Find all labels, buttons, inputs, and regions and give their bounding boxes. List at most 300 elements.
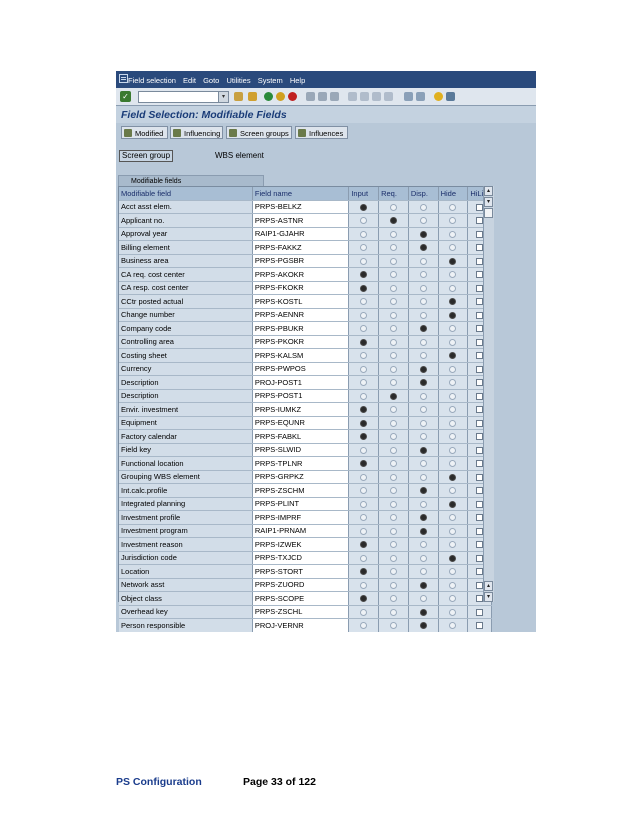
radio-cell [349,578,379,592]
radio-disp[interactable] [420,258,427,265]
radio-cell [349,376,379,390]
radio-hide[interactable] [449,393,456,400]
radio-cell [349,268,379,282]
radio-req[interactable] [390,555,397,562]
radio-disp[interactable] [420,298,427,305]
radio-cell [408,457,438,471]
radio-cell [408,214,438,228]
field-name-cell: PROJ-POST1 [252,376,348,390]
radio-hide[interactable] [449,420,456,427]
field-name-cell: PRPS-EQUNR [252,416,348,430]
radio-input[interactable] [360,339,367,346]
radio-input[interactable] [360,204,367,211]
radio-input[interactable] [360,474,367,481]
radio-hide[interactable] [449,447,456,454]
radio-cell [408,335,438,349]
radio-input[interactable] [360,406,367,413]
hili-checkbox[interactable] [476,609,483,616]
radio-req[interactable] [390,582,397,589]
radio-cell [379,281,409,295]
find-next-icon[interactable] [330,92,339,101]
radio-req[interactable] [390,379,397,386]
menu-bar [116,71,536,88]
radio-req[interactable] [390,622,397,629]
radio-req[interactable] [390,595,397,602]
radio-input[interactable] [360,298,367,305]
table-row [119,592,492,606]
radio-disp[interactable] [420,271,427,278]
radio-cell [349,457,379,471]
cancel-icon[interactable] [288,92,297,101]
radio-disp[interactable] [420,379,427,386]
radio-cell [349,430,379,444]
help-icon[interactable] [434,92,443,101]
last-page-icon[interactable] [384,92,393,101]
radio-cell [408,322,438,336]
scroll-down-icon[interactable]: ▴ [484,581,493,591]
table-row [119,605,492,619]
radio-cell [438,484,468,498]
next-page-icon[interactable] [372,92,381,101]
influences-icon [298,129,306,137]
back-nav-icon[interactable] [234,92,243,101]
page-title: Field Selection: Modifiable Fields [121,109,287,121]
radio-hide[interactable] [449,325,456,332]
radio-hide[interactable] [449,433,456,440]
radio-hide[interactable] [449,555,456,562]
radio-disp[interactable] [420,339,427,346]
table-row [119,362,492,376]
radio-cell [438,268,468,282]
radio-input[interactable] [360,352,367,359]
radio-input[interactable] [360,582,367,589]
radio-hide[interactable] [449,217,456,224]
radio-disp[interactable] [420,528,427,535]
radio-req[interactable] [390,204,397,211]
radio-input[interactable] [360,555,367,562]
radio-disp[interactable] [420,501,427,508]
field-name-cell: PRPS-PLINT [252,497,348,511]
radio-cell [379,295,409,309]
menu-field-selection[interactable]: Field selection [128,76,176,85]
back-icon[interactable] [264,92,273,101]
title-bar [116,106,536,123]
modifiable-field-cell: Description [119,376,252,390]
radio-req[interactable] [390,609,397,616]
print-icon[interactable] [306,92,315,101]
radio-cell [438,457,468,471]
col-header[interactable]: Modifiable field [119,187,252,200]
radio-disp[interactable] [420,366,427,373]
modifiable-field-cell: Acct asst elem. [119,200,252,214]
table-row [119,457,492,471]
radio-disp[interactable] [420,312,427,319]
radio-req[interactable] [390,568,397,575]
col-header[interactable]: Field name [252,187,348,200]
menu-system[interactable]: System [257,76,283,85]
radio-hide[interactable] [449,609,456,616]
radio-cell [349,281,379,295]
layout-menu-icon[interactable] [446,92,455,101]
radio-hide[interactable] [449,352,456,359]
radio-cell [438,227,468,241]
modifiable-field-cell: Business area [119,254,252,268]
col-header[interactable]: Input [349,187,379,200]
shortcut-icon[interactable] [416,92,425,101]
radio-req[interactable] [390,420,397,427]
radio-req[interactable] [390,271,397,278]
table-row [119,511,492,525]
radio-cell [438,308,468,322]
modifiable-field-cell: CA resp. cost center [119,281,252,295]
radio-cell [438,376,468,390]
menu-help[interactable]: Help [289,76,306,85]
radio-hide[interactable] [449,501,456,508]
radio-cell [408,281,438,295]
radio-cell [379,362,409,376]
radio-cell [438,254,468,268]
radio-hide[interactable] [449,298,456,305]
table-row [119,389,492,403]
radio-input[interactable] [360,622,367,629]
field-name-cell: PRPS-TXJCD [252,551,348,565]
radio-disp[interactable] [420,352,427,359]
radio-disp[interactable] [420,474,427,481]
radio-cell [408,443,438,457]
radio-hide[interactable] [449,622,456,629]
radio-cell [408,362,438,376]
radio-input[interactable] [360,285,367,292]
table-row [119,551,492,565]
radio-cell [408,470,438,484]
radio-disp[interactable] [420,244,427,251]
modifiable-fields-table [118,186,493,630]
radio-cell [349,241,379,255]
radio-cell [408,497,438,511]
radio-cell [408,376,438,390]
radio-req[interactable] [390,312,397,319]
radio-cell [349,565,379,579]
radio-cell [349,551,379,565]
radio-input[interactable] [360,244,367,251]
influences-button[interactable]: Influences [295,126,348,139]
radio-hide[interactable] [449,460,456,467]
field-name-cell: PRPS-PBUKR [252,322,348,336]
hili-checkbox[interactable] [476,622,483,629]
radio-cell [438,281,468,295]
table-row [119,484,492,498]
radio-cell [349,214,379,228]
radio-hide[interactable] [449,258,456,265]
influencing-button[interactable]: Influencing [170,126,223,139]
table-row [119,430,492,444]
radio-hide[interactable] [449,312,456,319]
scroll-top-icon[interactable]: ▴ [484,186,493,196]
radio-req[interactable] [390,474,397,481]
radio-cell [379,403,409,417]
field-name-cell: PRPS-KOSTL [252,295,348,309]
radio-hide[interactable] [449,474,456,481]
radio-hide[interactable] [449,339,456,346]
save-icon[interactable] [248,92,257,101]
radio-input[interactable] [360,541,367,548]
modifiable-field-cell: CA req. cost center [119,268,252,282]
radio-cell [408,268,438,282]
radio-cell [408,578,438,592]
vertical-scrollbar[interactable] [483,186,494,602]
radio-cell [408,308,438,322]
radio-cell [408,349,438,363]
radio-input[interactable] [360,271,367,278]
radio-hide[interactable] [449,285,456,292]
table-row [119,538,492,552]
menu-items [128,76,310,85]
table-row [119,335,492,349]
radio-cell [408,605,438,619]
radio-input[interactable] [360,258,367,265]
radio-disp[interactable] [420,555,427,562]
radio-cell [438,524,468,538]
radio-cell [408,538,438,552]
radio-cell [408,403,438,417]
footer-doc-title: PS Configuration [116,776,202,788]
radio-cell [438,200,468,214]
radio-input[interactable] [360,217,367,224]
radio-req[interactable] [390,433,397,440]
radio-hide[interactable] [449,528,456,535]
radio-input[interactable] [360,231,367,238]
modifiable-field-cell: Factory calendar [119,430,252,444]
radio-input[interactable] [360,379,367,386]
radio-cell [349,511,379,525]
radio-hide[interactable] [449,204,456,211]
radio-req[interactable] [390,352,397,359]
screen-groups-button[interactable]: Screen groups [226,126,292,139]
radio-disp[interactable] [420,285,427,292]
radio-disp[interactable] [420,325,427,332]
radio-cell [349,227,379,241]
modified-button[interactable]: Modified [121,126,168,139]
exit-icon[interactable] [276,92,285,101]
col-header[interactable]: Req. [379,187,409,200]
radio-hide[interactable] [449,582,456,589]
radio-cell [379,578,409,592]
radio-req[interactable] [390,514,397,521]
command-history-icon[interactable]: ▾ [218,91,229,103]
table-body [119,200,492,632]
radio-input[interactable] [360,501,367,508]
radio-req[interactable] [390,258,397,265]
screen-group-value: WBS element [215,151,264,160]
col-header[interactable]: Hide [438,187,468,200]
radio-input[interactable] [360,420,367,427]
radio-input[interactable] [360,447,367,454]
radio-hide[interactable] [449,244,456,251]
radio-input[interactable] [360,514,367,521]
previous-page-icon[interactable] [360,92,369,101]
table-row [119,295,492,309]
radio-disp[interactable] [420,609,427,616]
radio-input[interactable] [360,393,367,400]
radio-hide[interactable] [449,406,456,413]
radio-req[interactable] [390,501,397,508]
field-name-cell: PRPS-ZUORD [252,578,348,592]
radio-cell [379,592,409,606]
radio-cell [438,295,468,309]
radio-cell [379,308,409,322]
radio-disp[interactable] [420,595,427,602]
radio-req[interactable] [390,393,397,400]
radio-req[interactable] [390,339,397,346]
radio-hide[interactable] [449,487,456,494]
radio-disp[interactable] [420,582,427,589]
radio-cell [349,416,379,430]
radio-req[interactable] [390,447,397,454]
window-menu-icon[interactable] [119,74,128,83]
radio-hide[interactable] [449,514,456,521]
radio-cell [438,443,468,457]
radio-req[interactable] [390,406,397,413]
radio-input[interactable] [360,595,367,602]
field-name-cell: PRPS-PKOKR [252,335,348,349]
radio-cell [438,322,468,336]
radio-req[interactable] [390,325,397,332]
radio-cell [349,619,379,633]
table-row [119,497,492,511]
radio-cell [379,335,409,349]
radio-disp[interactable] [420,420,427,427]
col-header[interactable]: Disp. [408,187,438,200]
radio-hide[interactable] [449,231,456,238]
radio-cell [408,551,438,565]
enter-check-icon[interactable]: ✓ [120,91,131,102]
field-name-cell: PROJ-VERNR [252,619,348,633]
table-row [119,254,492,268]
radio-req[interactable] [390,366,397,373]
scroll-bottom-icon[interactable]: ▾ [484,592,493,602]
modifiable-field-cell: Integrated planning [119,497,252,511]
table-row [119,200,492,214]
radio-cell [349,349,379,363]
radio-req[interactable] [390,487,397,494]
field-name-cell: PRPS-TPLNR [252,457,348,471]
radio-disp[interactable] [420,204,427,211]
radio-req[interactable] [390,298,397,305]
radio-req[interactable] [390,528,397,535]
radio-input[interactable] [360,312,367,319]
radio-cell [438,538,468,552]
modifiable-field-cell: Person responsible [119,619,252,633]
radio-disp[interactable] [420,541,427,548]
radio-disp[interactable] [420,447,427,454]
radio-hide[interactable] [449,595,456,602]
radio-cell [408,416,438,430]
radio-cell [379,497,409,511]
radio-cell [438,592,468,606]
screen-group-label[interactable]: Screen group [119,150,173,162]
radio-input[interactable] [360,487,367,494]
field-name-cell: PRPS-ZSCHM [252,484,348,498]
radio-req[interactable] [390,541,397,548]
radio-disp[interactable] [420,622,427,629]
radio-disp[interactable] [420,487,427,494]
find-icon[interactable] [318,92,327,101]
radio-cell [438,335,468,349]
first-page-icon[interactable] [348,92,357,101]
radio-disp[interactable] [420,231,427,238]
radio-input[interactable] [360,528,367,535]
radio-hide[interactable] [449,271,456,278]
radio-disp[interactable] [420,393,427,400]
modifiable-field-cell: Envir. investment [119,403,252,417]
radio-cell [408,241,438,255]
radio-cell [438,241,468,255]
menu-edit[interactable]: Edit [183,76,196,85]
command-field[interactable] [138,91,228,103]
table-header [119,187,492,200]
radio-cell [408,619,438,633]
menu-goto[interactable]: Goto [203,76,220,85]
radio-input[interactable] [360,460,367,467]
menu-utilities[interactable]: Utilities [226,76,251,85]
radio-req[interactable] [390,217,397,224]
radio-cell [379,241,409,255]
radio-input[interactable] [360,325,367,332]
radio-disp[interactable] [420,406,427,413]
radio-hide[interactable] [449,366,456,373]
radio-cell [349,335,379,349]
radio-disp[interactable] [420,568,427,575]
modifiable-field-cell: Grouping WBS element [119,470,252,484]
create-session-icon[interactable] [404,92,413,101]
influencing-icon [173,129,181,137]
modifiable-field-cell: Investment program [119,524,252,538]
radio-cell [379,524,409,538]
radio-disp[interactable] [420,217,427,224]
col-header[interactable]: HiLi [468,187,492,200]
radio-cell [379,470,409,484]
radio-req[interactable] [390,231,397,238]
hili-cell [468,605,492,619]
radio-req[interactable] [390,460,397,467]
radio-disp[interactable] [420,433,427,440]
field-name-cell: PRPS-AENNR [252,308,348,322]
radio-input[interactable] [360,366,367,373]
radio-input[interactable] [360,609,367,616]
scroll-up-icon[interactable]: ▾ [484,197,493,207]
radio-req[interactable] [390,285,397,292]
standard-toolbar [116,88,536,106]
radio-cell [349,592,379,606]
radio-req[interactable] [390,244,397,251]
radio-input[interactable] [360,433,367,440]
radio-hide[interactable] [449,379,456,386]
scroll-thumb[interactable] [484,208,493,218]
modifiable-field-cell: Network asst [119,578,252,592]
table-row [119,443,492,457]
application-toolbar [116,123,536,143]
radio-cell [408,200,438,214]
radio-disp[interactable] [420,460,427,467]
radio-hide[interactable] [449,541,456,548]
radio-hide[interactable] [449,568,456,575]
radio-cell [349,295,379,309]
radio-disp[interactable] [420,514,427,521]
radio-cell [349,403,379,417]
field-name-cell: PRPS-ZSCHL [252,605,348,619]
radio-input[interactable] [360,568,367,575]
modifiable-field-cell: Equipment [119,416,252,430]
